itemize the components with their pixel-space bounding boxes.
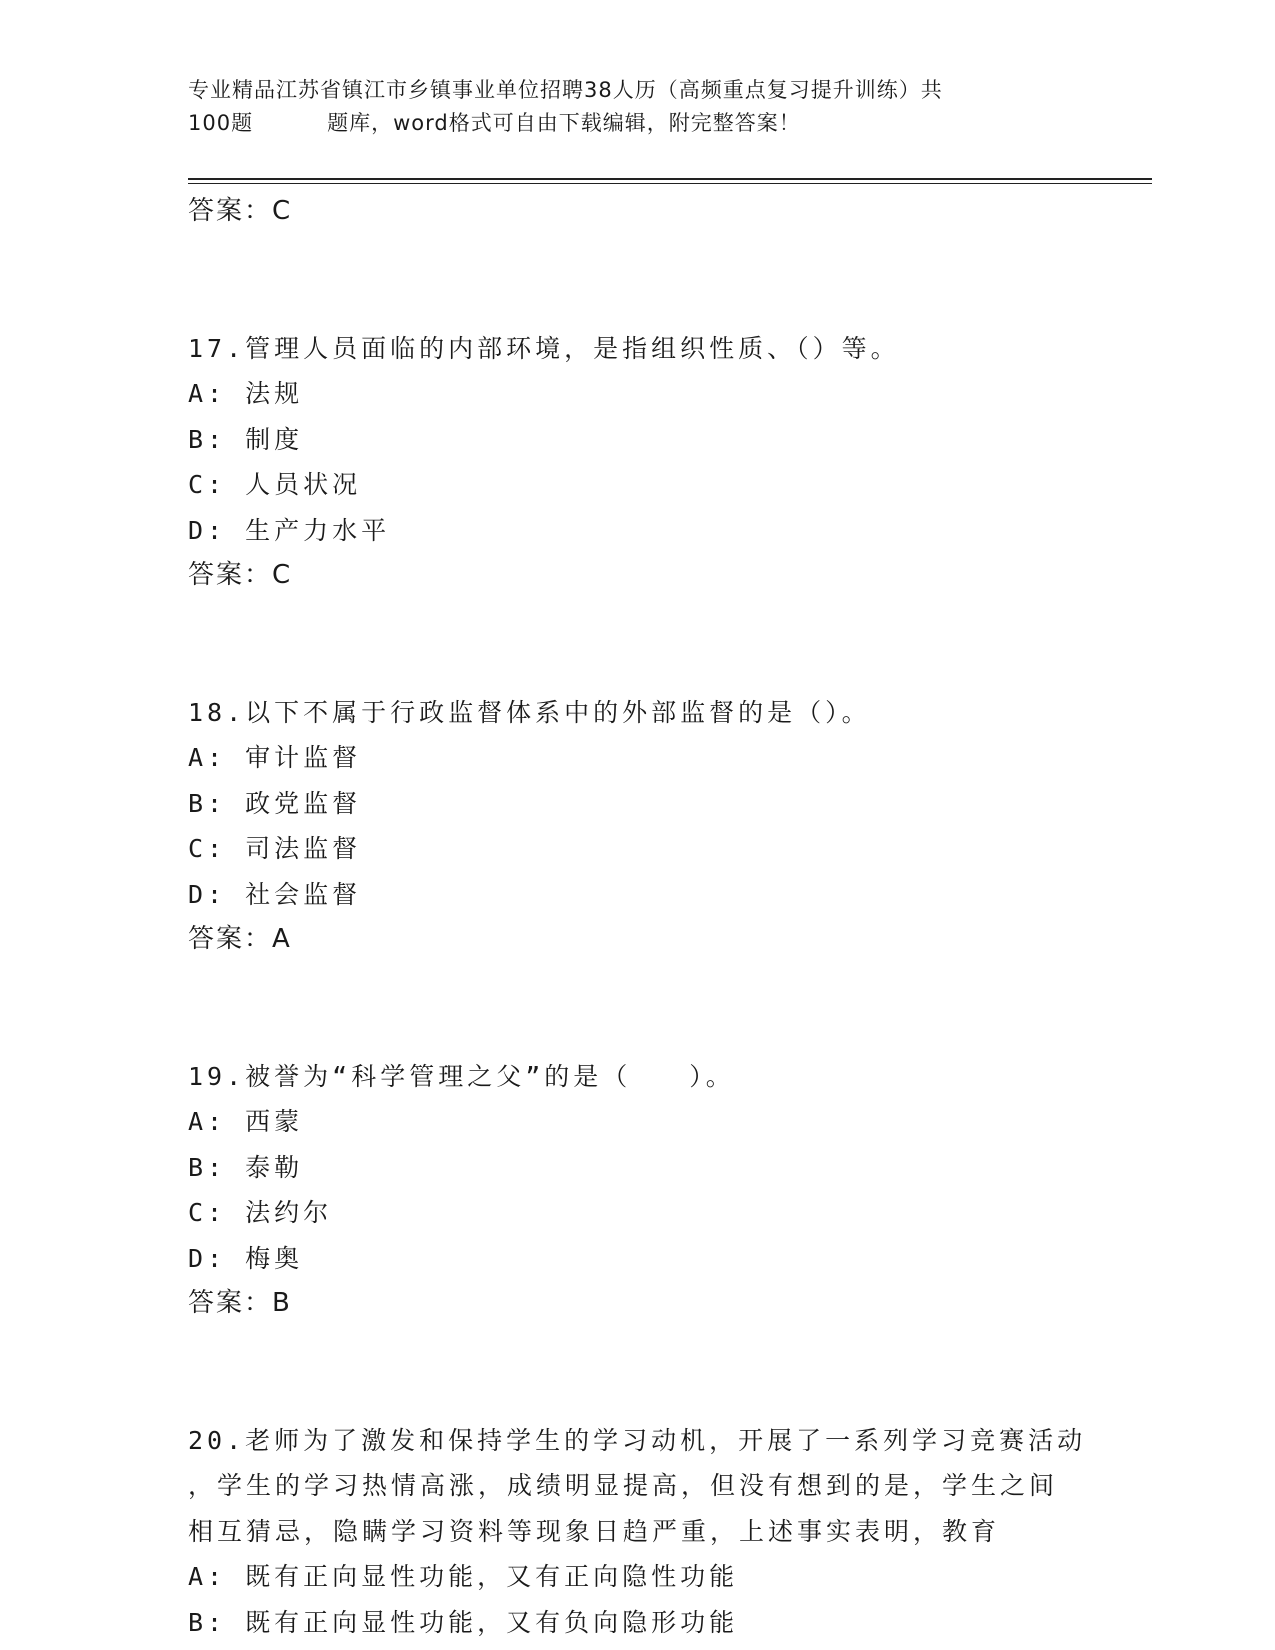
question-item — [188, 1418, 1088, 1646]
question-item — [188, 690, 1088, 963]
option-a: A: 法规 — [188, 379, 304, 408]
option-b: B: 泰勒 — [188, 1152, 304, 1182]
option-d: D: 梅奥 — [188, 1243, 304, 1273]
header-divider-thick — [188, 178, 1152, 180]
option-c: C: 法约尔 — [188, 1198, 333, 1227]
question-item — [188, 326, 1088, 599]
question-item — [188, 1054, 1088, 1327]
answer-line: 答案：C — [188, 560, 293, 590]
question-list — [188, 189, 1088, 1645]
option-b: B: 政党监督 — [188, 788, 362, 818]
question-stem: 17.管理人员面临的内部环境，是指组织性质、（）等。 — [188, 333, 900, 363]
header-title-line1: 专业精品江苏省镇江市乡镇事业单位招聘38人历（高频重点复习提升训练）共 — [188, 78, 943, 102]
answer-line: 答案：C — [188, 196, 293, 226]
header-count: 100题 — [188, 111, 254, 135]
question-stem-line: 20.老师为了激发和保持学生的学习动机，开展了一系列学习竞赛活动 — [188, 1425, 1087, 1455]
option-c: C: 人员状况 — [188, 470, 362, 499]
option-c: C: 司法监督 — [188, 834, 362, 863]
question-stem: 18.以下不属于行政监督体系中的外部监督的是（）。 — [188, 697, 871, 727]
header-subtitle: 题库，word格式可自由下载编辑，附完整答案！ — [327, 111, 801, 135]
question-stem-line: 相互猜忌，隐瞒学习资料等现象日趋严重，上述事实表明，教育 — [188, 1516, 1001, 1546]
option-b: B: 制度 — [188, 424, 304, 454]
header-divider-thin — [188, 183, 1152, 184]
answer-line: 答案：B — [188, 1288, 292, 1318]
document-header — [188, 74, 1068, 140]
option-a: A: 审计监督 — [188, 743, 362, 772]
question-stem: 19.被誉为“科学管理之父”的是（ ）。 — [188, 1061, 735, 1091]
header-title-line2 — [188, 107, 1068, 140]
option-d: D: 生产力水平 — [188, 515, 391, 545]
answer-line: 答案：A — [188, 924, 292, 954]
question-stem-line: ，学生的学习热情高涨，成绩明显提高，但没有想到的是，学生之间 — [188, 1471, 1059, 1500]
option-a: A: 既有正向显性功能，又有正向隐性功能 — [188, 1562, 739, 1591]
option-b: B: 既有正向显性功能，又有负向隐形功能 — [188, 1607, 739, 1637]
option-a: A: 西蒙 — [188, 1107, 304, 1136]
option-d: D: 社会监督 — [188, 879, 362, 909]
